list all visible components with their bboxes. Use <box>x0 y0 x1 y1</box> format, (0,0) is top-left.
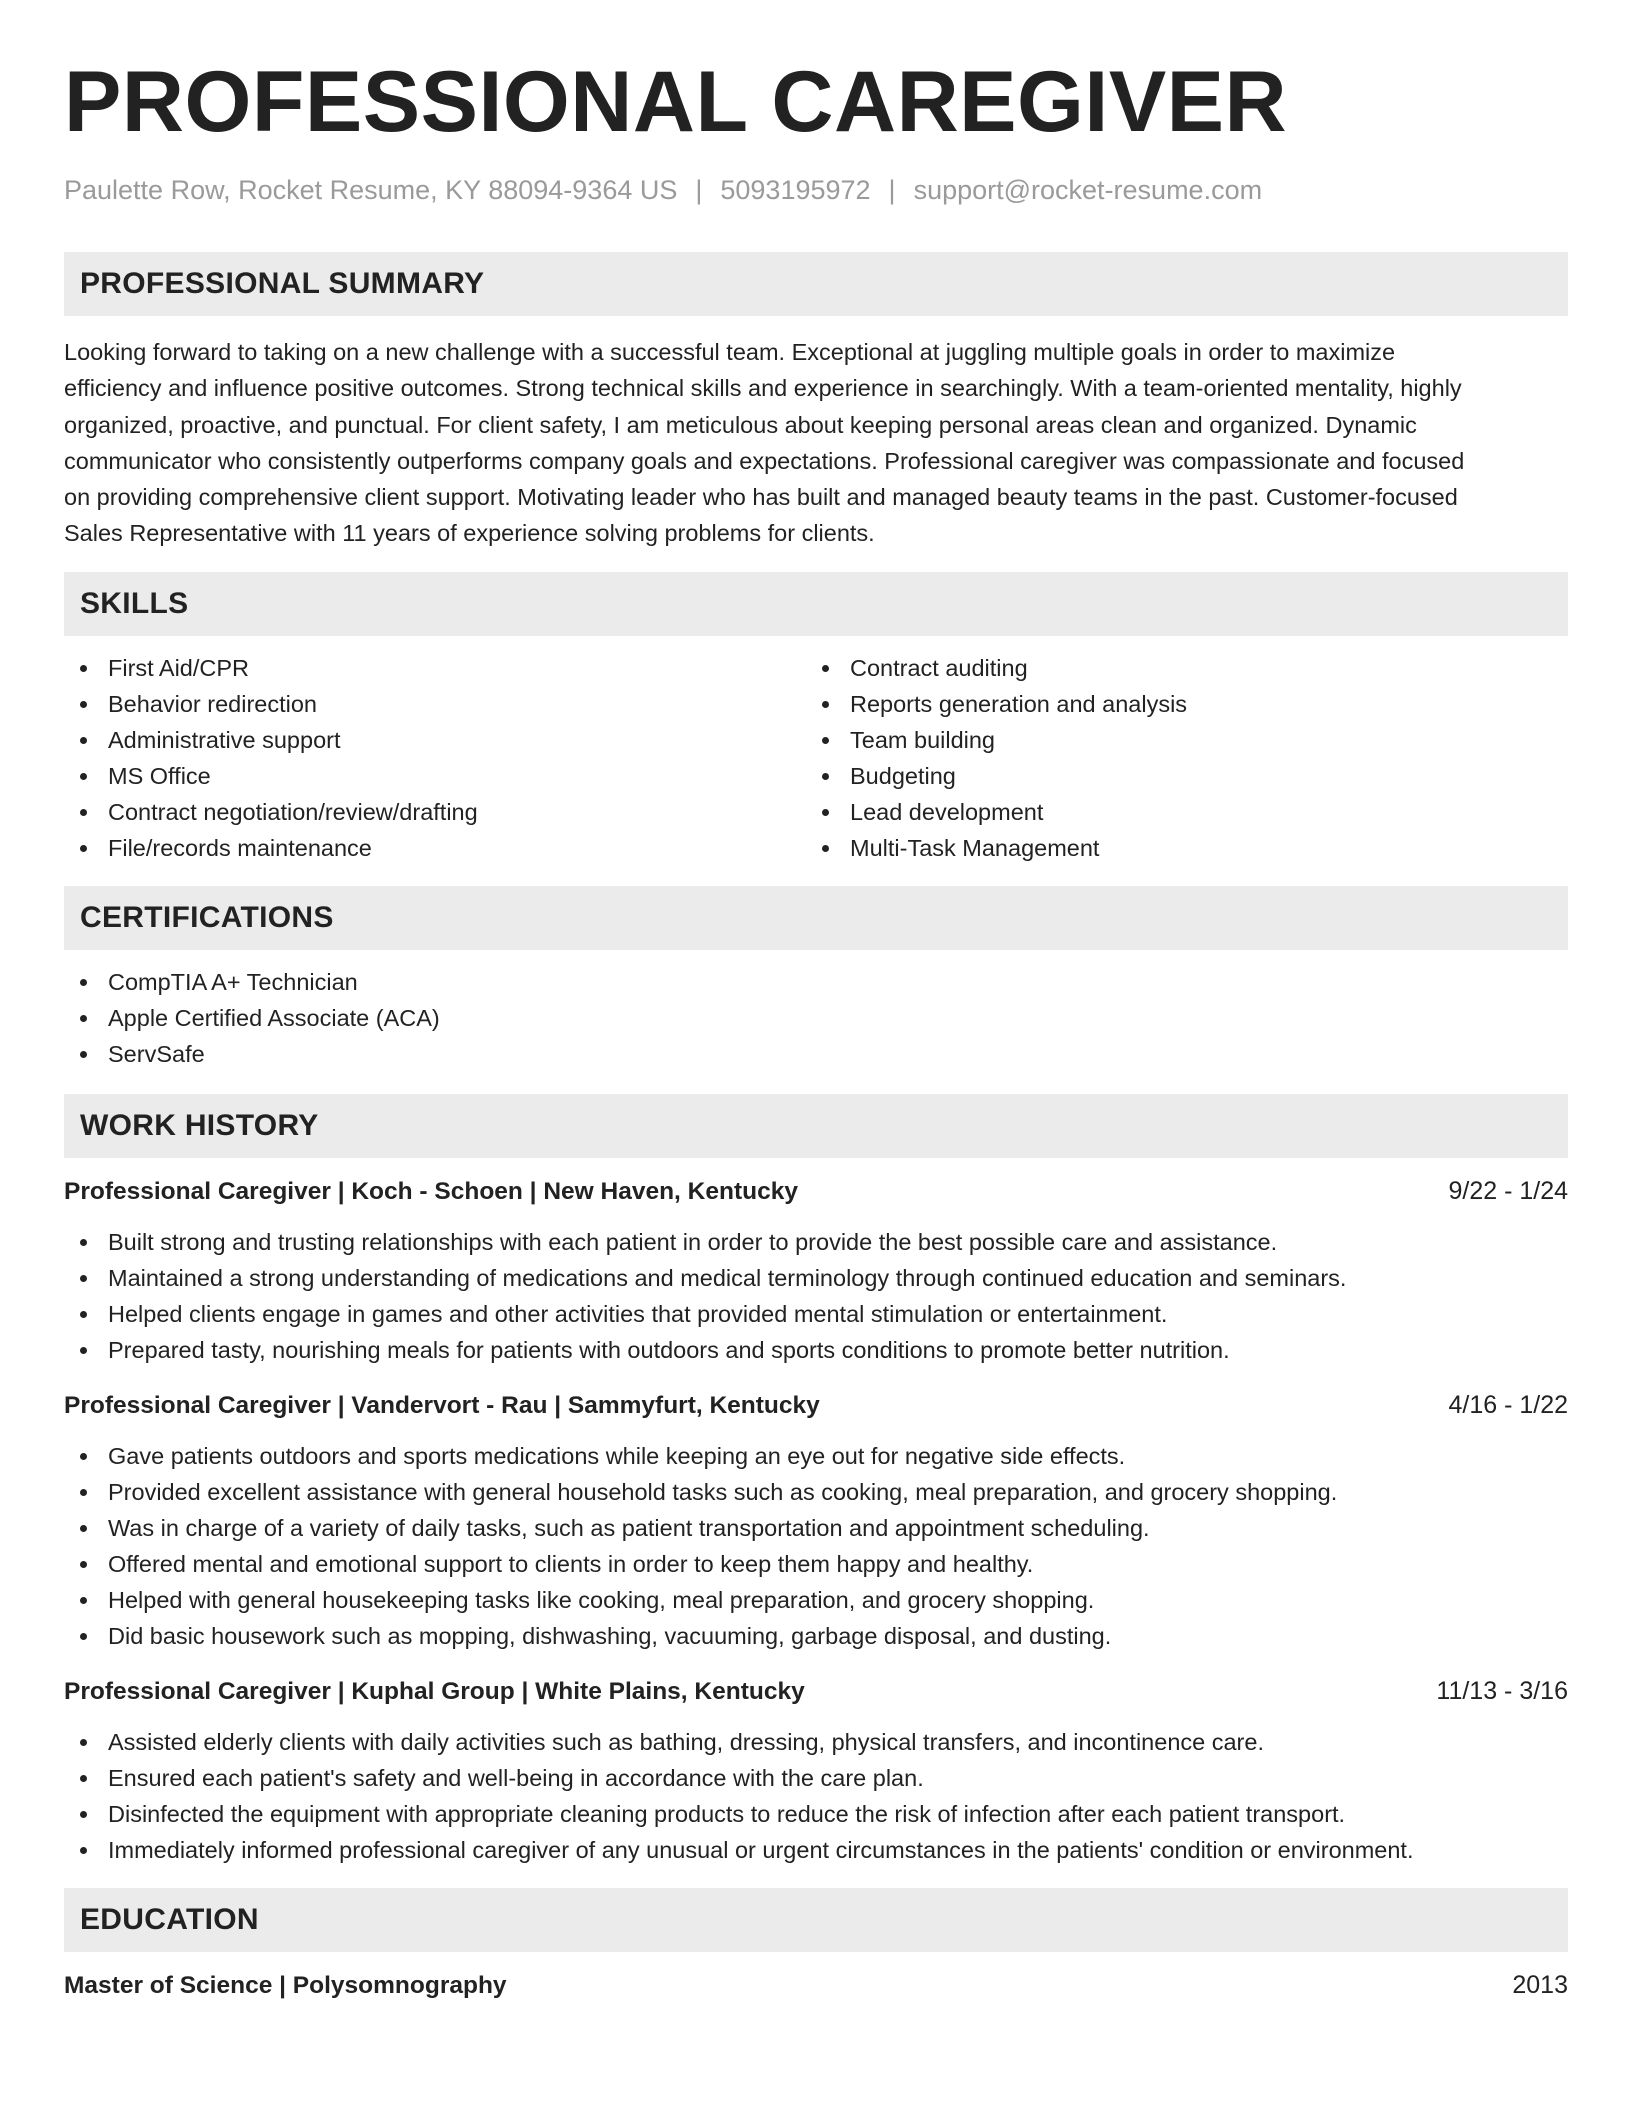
certification-item: CompTIA A+ Technician <box>64 964 1568 1000</box>
summary-section <box>64 252 1568 552</box>
job-bullets <box>64 1438 1568 1654</box>
job-bullet: Assisted elderly clients with daily activities such as bathing, dressing, physical transfers, and incontinence care. <box>64 1724 1568 1760</box>
job-entry <box>64 1386 1568 1654</box>
job-header <box>64 1386 1568 1426</box>
skill-item: First Aid/CPR <box>64 650 806 686</box>
job-title: Professional Caregiver | Koch - Schoen | New Haven, Kentucky <box>64 1177 798 1205</box>
job-bullet: Gave patients outdoors and sports medications while keeping an eye out for negative side effects. <box>64 1438 1568 1474</box>
job-entry <box>64 1672 1568 1868</box>
skills-section <box>64 572 1568 866</box>
summary-line: Sales Representative with 11 years of experience solving problems for clients. <box>64 520 875 547</box>
skill-item: Contract negotiation/review/drafting <box>64 794 806 830</box>
summary-line: communicator who consistently outperforms company goals and expectations. Professional caregiver was compassionate and focused <box>64 447 1465 474</box>
skill-item: Behavior redirection <box>64 686 806 722</box>
resume-title: PROFESSIONAL CAREGIVER <box>64 54 1288 150</box>
contact-email: support@rocket-resume.com <box>913 175 1263 205</box>
contact-line <box>64 170 1568 210</box>
certifications-section <box>64 886 1568 1072</box>
summary-line: Looking forward to taking on a new challenge with a successful team. Exceptional at juggling multiple goals in order to maximize <box>64 339 1396 365</box>
skill-item: Reports generation and analysis <box>806 686 1548 722</box>
job-bullets <box>64 1724 1568 1868</box>
job-bullet: Offered mental and emotional support to clients in order to keep them happy and healthy. <box>64 1546 1568 1582</box>
certification-item: Apple Certified Associate (ACA) <box>64 1000 1568 1036</box>
job-bullet: Helped clients engage in games and other activities that provided mental stimulation or entertainment. <box>64 1296 1568 1332</box>
education-heading: EDUCATION <box>64 1888 1568 1952</box>
job-header <box>64 1672 1568 1712</box>
certifications-heading: CERTIFICATIONS <box>64 886 1568 950</box>
certification-item: ServSafe <box>64 1036 1568 1072</box>
job-bullet: Was in charge of a variety of daily tasks, such as patient transportation and appointment scheduling. <box>64 1510 1568 1546</box>
job-bullet: Ensured each patient's safety and well-being in accordance with the care plan. <box>64 1760 1568 1796</box>
education-year: 2013 <box>1512 1971 1568 2000</box>
skill-item: MS Office <box>64 758 806 794</box>
skills-list-right <box>806 650 1548 866</box>
job-bullet: Provided excellent assistance with general household tasks such as cooking, meal preparation, and grocery shopping. <box>64 1474 1568 1510</box>
education-entry <box>64 1966 1568 2006</box>
education-degree: Master of Science | Polysomnography <box>64 1971 507 1999</box>
job-dates: 9/22 - 1/24 <box>1448 1177 1568 1206</box>
contact-separator: | <box>888 175 896 205</box>
job-title: Professional Caregiver | Kuphal Group | White Plains, Kentucky <box>64 1677 805 1705</box>
skill-item: File/records maintenance <box>64 830 806 866</box>
job-bullet: Maintained a strong understanding of medications and medical terminology through continued education and seminars. <box>64 1260 1568 1296</box>
work-history-section <box>64 1094 1568 1868</box>
summary-line: efficiency and influence positive outcomes. Strong technical skills and experience in searchingly. With a team-oriented mentality, highly <box>64 375 1462 402</box>
skill-item: Contract auditing <box>806 650 1548 686</box>
job-header <box>64 1172 1568 1212</box>
job-bullet: Did basic housework such as mopping, dishwashing, vacuuming, garbage disposal, and dusting. <box>64 1618 1568 1654</box>
job-bullet: Helped with general housekeeping tasks like cooking, meal preparation, and grocery shopping. <box>64 1582 1568 1618</box>
contact-separator: | <box>695 175 703 205</box>
contact-address: Paulette Row, Rocket Resume, KY 88094-9364 US <box>64 175 678 205</box>
skill-item: Multi-Task Management <box>806 830 1548 866</box>
job-bullet: Built strong and trusting relationships with each patient in order to provide the best possible care and assistance. <box>64 1224 1568 1260</box>
education-section <box>64 1888 1568 2006</box>
job-bullet: Prepared tasty, nourishing meals for patients with outdoors and sports conditions to promote better nutrition. <box>64 1332 1568 1368</box>
work-history-heading: WORK HISTORY <box>64 1094 1568 1158</box>
summary-line: organized, proactive, and punctual. For client safety, I am meticulous about keeping personal areas clean and organized. Dynamic <box>64 411 1417 438</box>
skills-columns <box>64 650 1568 866</box>
skill-item: Team building <box>806 722 1548 758</box>
job-dates: 4/16 - 1/22 <box>1448 1391 1568 1420</box>
job-bullet: Immediately informed professional caregiver of any unusual or urgent circumstances in the patients' condition or environment. <box>64 1832 1568 1868</box>
summary-heading: PROFESSIONAL SUMMARY <box>64 252 1568 316</box>
certifications-list <box>64 964 1568 1072</box>
skills-heading: SKILLS <box>64 572 1568 636</box>
skills-list-left <box>64 650 806 866</box>
job-dates: 11/13 - 3/16 <box>1436 1677 1568 1706</box>
job-entry <box>64 1172 1568 1368</box>
summary-text <box>64 334 1568 552</box>
job-title: Professional Caregiver | Vandervort - Rau | Sammyfurt, Kentucky <box>64 1391 820 1419</box>
job-bullet: Disinfected the equipment with appropriate cleaning products to reduce the risk of infection after each patient transport. <box>64 1796 1568 1832</box>
skill-item: Lead development <box>806 794 1548 830</box>
summary-line: on providing comprehensive client support. Motivating leader who has built and managed beauty teams in the past. Customer-focused <box>64 484 1458 511</box>
contact-phone: 5093195972 <box>720 175 871 205</box>
resume-content <box>64 0 1568 2006</box>
job-bullets <box>64 1224 1568 1368</box>
skill-item: Administrative support <box>64 722 806 758</box>
skill-item: Budgeting <box>806 758 1548 794</box>
